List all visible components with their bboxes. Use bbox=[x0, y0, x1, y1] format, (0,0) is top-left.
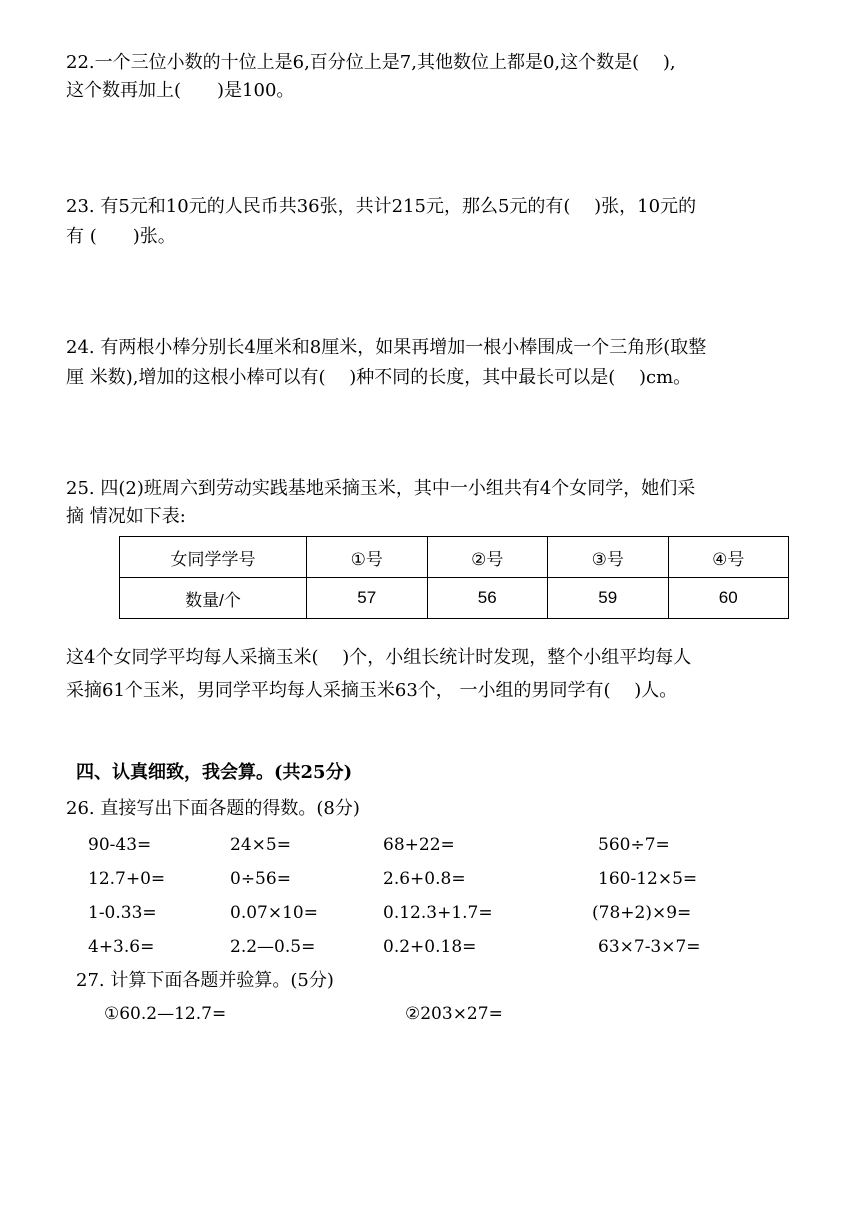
table-cell: 59 bbox=[548, 578, 669, 619]
q26-title: 26. 直接写出下面各题的得数。(8分) bbox=[66, 798, 360, 819]
calc-item: (78+2)×9= bbox=[592, 903, 692, 923]
q23-line-1: 23. 有5元和10元的人民币共36张，共计215元，那么5元的有( )张，10元的 bbox=[66, 196, 697, 217]
calc-item: 12.7+0= bbox=[88, 869, 166, 889]
q22-line-1: 22.一个三位小数的十位上是6,百分位上是7,其他数位上都是0,这个数是( ), bbox=[66, 52, 676, 73]
calc-item: 560÷7= bbox=[598, 835, 670, 855]
q25-after-line-1: 这4个女同学平均每人采摘玉米( )个，小组长统计时发现，整个小组平均每人 bbox=[66, 647, 692, 668]
calc-item: 0.12.3+1.7= bbox=[383, 903, 493, 923]
q24-line-1: 24. 有两根小棒分别长4厘米和8厘米，如果再增加一根小棒围成一个三角形(取整 bbox=[66, 337, 707, 358]
q23-line-2: 有 ( )张。 bbox=[66, 226, 176, 247]
table-row bbox=[120, 578, 789, 619]
q25-after-line-2: 采摘61个玉米，男同学平均每人采摘玉米63个， 一小组的男同学有( )人。 bbox=[66, 680, 678, 701]
calc-item: 160-12×5= bbox=[598, 869, 698, 889]
table-cell: 56 bbox=[427, 578, 548, 619]
calc-item: 2.2—0.5= bbox=[230, 937, 316, 957]
table-cell: 57 bbox=[307, 578, 428, 619]
picking-table bbox=[119, 536, 789, 619]
table-header-cell: ③号 bbox=[548, 537, 669, 578]
table-header-cell: 女同学学号 bbox=[120, 537, 307, 578]
table-header-cell: ④号 bbox=[668, 537, 789, 578]
q25-line-1: 25. 四(2)班周六到劳动实践基地采摘玉米，其中一小组共有4个女同学，她们采 bbox=[66, 478, 696, 499]
q27-title: 27. 计算下面各题并验算。(5分) bbox=[76, 970, 334, 991]
section-4-heading: 四、认真细致，我会算。(共25分) bbox=[76, 762, 353, 783]
calc-item: 0÷56= bbox=[230, 869, 291, 889]
calc-item: 2.6+0.8= bbox=[383, 869, 466, 889]
q22-line-2: 这个数再加上( )是100。 bbox=[66, 80, 295, 101]
table-header-cell: ①号 bbox=[307, 537, 428, 578]
calc-item: 1-0.33= bbox=[88, 903, 157, 923]
q27-item-1: ①60.2—12.7= bbox=[104, 1004, 227, 1024]
calc-item: 0.2+0.18= bbox=[383, 937, 477, 957]
calc-item: 63×7-3×7= bbox=[598, 937, 701, 957]
calc-item: 90-43= bbox=[88, 835, 152, 855]
q25-line-2: 摘 情况如下表: bbox=[66, 506, 186, 527]
table-row bbox=[120, 537, 789, 578]
table-row-label: 数量/个 bbox=[120, 578, 307, 619]
table-cell: 60 bbox=[668, 578, 789, 619]
calc-item: 68+22= bbox=[383, 835, 455, 855]
q24-line-2: 厘 米数),增加的这根小棒可以有( )种不同的长度，其中最长可以是( )cm。 bbox=[66, 367, 692, 388]
calc-item: 0.07×10= bbox=[230, 903, 318, 923]
calc-item: 24×5= bbox=[230, 835, 291, 855]
calc-item: 4+3.6= bbox=[88, 937, 155, 957]
q27-item-2: ②203×27= bbox=[405, 1004, 503, 1024]
table-header-cell: ②号 bbox=[427, 537, 548, 578]
